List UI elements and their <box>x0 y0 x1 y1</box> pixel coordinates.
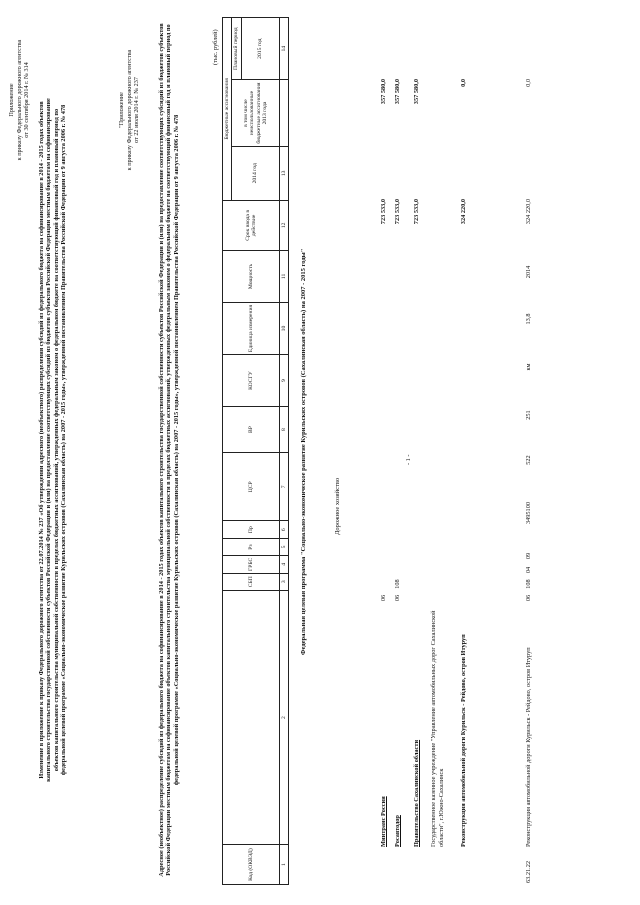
row-5-c5: 04 <box>525 566 532 574</box>
col-num-1: 1 <box>280 845 289 885</box>
row-0-name: Минтранс России <box>380 796 387 847</box>
row-5-c7: 3495100 <box>525 501 532 525</box>
row-1-c4: 108 <box>394 579 401 589</box>
row-4-name: Реконструкция автомобильной дороги Курильск - Рейдово, остров Итуруп <box>460 634 467 847</box>
change-heading: Изменение в приложение к приказу Федерального дорожного агентства от 22.07.2014 № 237 «Об утверждении адресного (необъектного) распределения субсидий из федерального бюджета на софинансирование в 2014 - 2015 годах объектов капитального строительства государственной собственности субъектов Российской Федерации и (или) на предоставление соответствующих субсидий из бюджетов субъектов Российской Федерации местным бюджетам на софинансирование объектов капитального строительства муниципальной собственности в пределах бюджетных ассигнований, утвержденных федеральным законом о федеральном бюджете на соответствующий финансовый год и плановый период по федеральной целевой программе «Социально-экономическое развитие Курильских островов (Сахалинская область) на 2007 - 2015 годы», утвержденной постановлением Правительства Российской Федерации от 9 августа 2006 г. № 478 <box>38 98 68 782</box>
appendix2-line1: "Приложение <box>118 92 125 128</box>
row-5-c10: км <box>525 363 532 371</box>
col-capacity-header: Мощность <box>223 250 280 302</box>
row-0-c13: 723 533,0 <box>380 199 387 225</box>
row-1-c13: 723 533,0 <box>394 199 401 225</box>
row-5-code: 63.21.22 <box>525 860 532 883</box>
row-5-c8: 522 <box>525 455 532 465</box>
row-2-name: Правительство Сахалинской области <box>413 739 420 847</box>
appendix2-line3: от 22 июля 2014 г. № 237 <box>133 77 140 143</box>
row-5-c4: 108 <box>525 579 532 589</box>
col-num-12: 12 <box>280 200 289 250</box>
appendix-line3: от 30 сентября 2014 г. № 314 <box>23 62 30 138</box>
row-1-name: Росавтодор <box>394 815 401 847</box>
row-5-c14: 0,0 <box>525 79 532 87</box>
col-incl-header: в том числе неиспользованные бюджетные ассигнования 2013 года <box>232 80 280 146</box>
col-sbp-header: СБП <box>223 573 280 590</box>
row-4-c14: 0,0 <box>460 79 467 87</box>
row-5-c6: 09 <box>525 552 532 560</box>
header-table <box>222 17 289 885</box>
program-title: Федеральная целевая программа "Социально-экономическое развитие Курильских островов (Сахалинская область) на 2007 - 2015 годы" <box>300 248 307 655</box>
units-label: (тыс. рублей) <box>212 29 219 65</box>
col-num-4: 4 <box>280 556 289 573</box>
appendix2-line2: к приказу Федерального дорожного агентства <box>125 49 133 171</box>
page-number: - 1 - <box>405 454 412 465</box>
row-1-c3: 06 <box>394 594 401 602</box>
col-num-7: 7 <box>280 453 289 521</box>
col-num-2: 2 <box>280 590 289 844</box>
budget-group-header: Бюджетные ассигнования <box>223 18 232 201</box>
col-num-5: 5 <box>280 538 289 555</box>
col-num-8: 8 <box>280 407 289 453</box>
row-5-c13: 324 220,0 <box>525 199 532 225</box>
col-num-14: 14 <box>280 18 289 80</box>
row-5-c3: 06 <box>525 594 532 602</box>
col-2014-header: 2014 год <box>232 146 280 200</box>
appendix-note <box>8 10 31 190</box>
col-pr-header: Пр <box>223 521 280 538</box>
row-5-c12: 2014 <box>525 265 532 279</box>
col-rz-header: Рз <box>223 538 280 555</box>
col-kosgu-header: КОСГУ <box>223 355 280 407</box>
col-2015-header: 2015 год <box>242 18 280 80</box>
section-title: Дорожное хозяйство <box>334 477 341 535</box>
main-heading: Адресное (необъектное) распределение субсидий из федерального бюджета на софинансирование в 2014 - 2015 годах объектов капитального строительства государственной собственности субъектов Российской Федерации и (или) на предоставление соответствующих субсидий из бюджетов субъектов Российской Федерации местным бюджетам на софинансирование объектов капитального строительства муниципальной собственности в пределах бюджетных ассигнований, утвержденных федеральным законом о федеральном бюджете на соответствующий финансовый год и плановый период по федеральной целевой программе «Социально-экономическое развитие Курильских островов (Сахалинская область) на 2007 - 2015 годы», утвержденной постановлением Правительства Российской Федерации от 9 августа 2006 г. № 478 <box>158 23 180 877</box>
col-num-11: 11 <box>280 250 289 302</box>
col-planned-header: Плановый период <box>232 18 242 80</box>
row-2-c13: 723 533,0 <box>413 199 420 225</box>
col-unit-header: Единица измерения <box>223 302 280 354</box>
col-vr-header: ВР <box>223 407 280 453</box>
row-4-c13: 324 220,0 <box>460 199 467 225</box>
appendix-line1: Приложение <box>8 83 15 117</box>
row-0-c14: 357 580,0 <box>380 79 387 105</box>
row-3-name: Государственное казенное учреждение "Управление автомобильных дорог Сахалинской области", г.Южно-Сахалинск <box>430 610 445 847</box>
row-0-c3: 06 <box>380 594 387 602</box>
col-grbs-header: ГРБС <box>223 556 280 573</box>
row-5-name: Реконструкция автомобильной дороги Курильск - Рейдово, остров Итуруп <box>525 647 532 847</box>
row-1-c14: 357 580,0 <box>394 79 401 105</box>
col-name-header <box>223 590 280 844</box>
appendix-note-second <box>118 15 141 205</box>
col-deadline-header: Срок ввода в действие <box>223 200 280 250</box>
col-num-6: 6 <box>280 521 289 538</box>
col-num-3: 3 <box>280 573 289 590</box>
row-2-c14: 357 580,0 <box>413 79 420 105</box>
col-csr-header: ЦСР <box>223 453 280 521</box>
row-5-c9: 251 <box>525 410 532 420</box>
appendix-line2: к приказу Федерального дорожного агентства <box>15 39 23 161</box>
row-5-c11: 13,8 <box>525 313 532 325</box>
col-code-header: Код (ОКВЭД) <box>223 845 280 885</box>
col-num-13: 13 <box>280 146 289 200</box>
col-num-13b <box>280 80 289 146</box>
col-num-9: 9 <box>280 355 289 407</box>
col-num-10: 10 <box>280 302 289 354</box>
